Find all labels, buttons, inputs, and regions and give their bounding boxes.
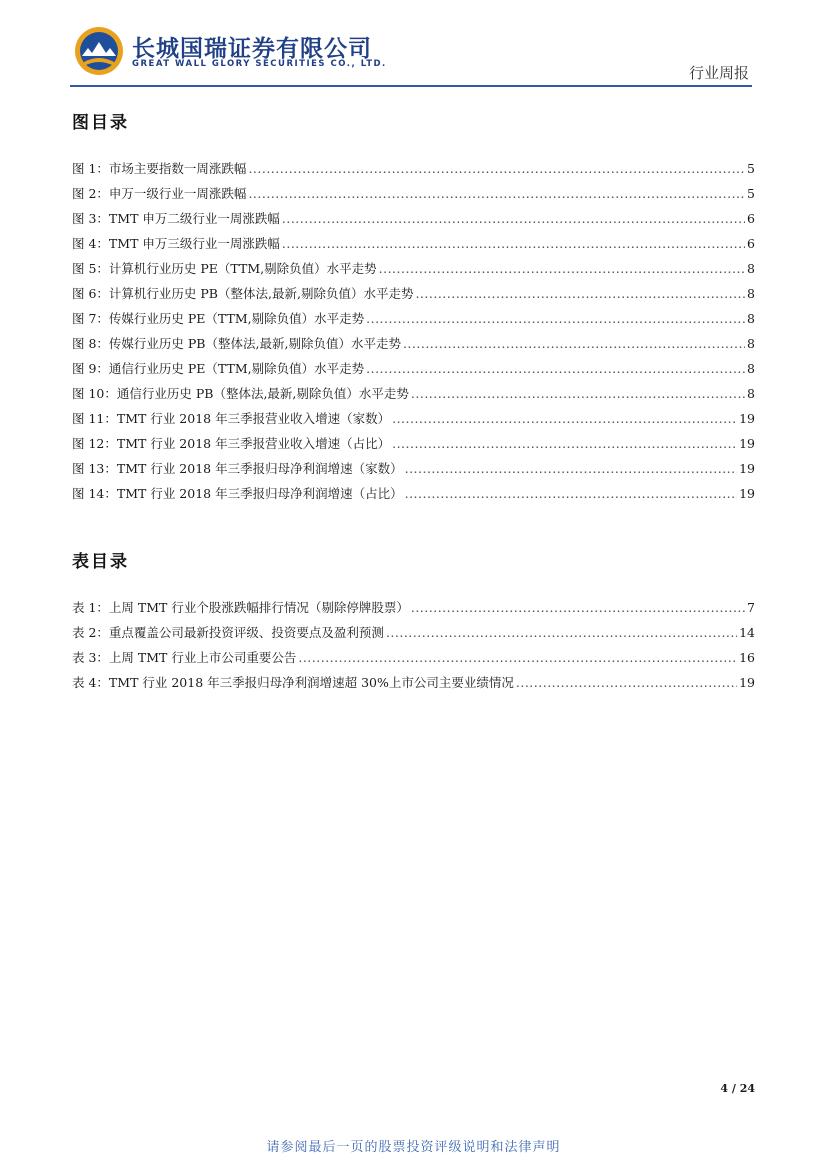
dot-leader [405, 461, 738, 476]
figure-toc-entry[interactable] [72, 301, 755, 326]
figure-toc-entry-page: 8 [747, 361, 755, 376]
figure-toc-entry-label: 图 10：通信行业历史 PB（整体法,最新,剔除负值）水平走势 [72, 386, 409, 401]
report-type: 行业周报 [688, 64, 749, 82]
table-toc-entry[interactable] [72, 590, 755, 615]
dot-leader [282, 236, 745, 251]
dot-leader [411, 386, 745, 401]
table-toc-entry-page: 14 [739, 625, 755, 640]
tables-toc-list [72, 590, 755, 690]
dot-leader [403, 336, 745, 351]
figure-toc-entry[interactable] [72, 376, 755, 401]
page-header [0, 0, 827, 100]
dot-leader [366, 311, 745, 326]
figure-toc-entry[interactable] [72, 476, 755, 501]
figure-toc-entry-page: 5 [747, 186, 755, 201]
figure-toc-entry-page: 8 [747, 261, 755, 276]
figure-toc-entry-label: 图 6：计算机行业历史 PB（整体法,最新,剔除负值）水平走势 [72, 286, 414, 301]
dot-leader [392, 436, 737, 451]
figures-section-title: 图目录 [72, 113, 129, 133]
figure-toc-entry[interactable] [72, 351, 755, 376]
figure-toc-entry-label: 图 2：申万一级行业一周涨跌幅 [72, 186, 247, 201]
dot-leader [516, 675, 737, 690]
figure-toc-entry-label: 图 1：市场主要指数一周涨跌幅 [72, 161, 247, 176]
dot-leader [379, 261, 745, 276]
footer-disclaimer: 请参阅最后一页的股票投资评级说明和法律声明 [266, 1140, 561, 1155]
figure-toc-entry[interactable] [72, 201, 755, 226]
table-toc-entry-page: 7 [747, 600, 755, 615]
figure-toc-entry[interactable] [72, 426, 755, 451]
figure-toc-entry[interactable] [72, 251, 755, 276]
dot-leader [248, 186, 745, 201]
table-toc-entry-page: 19 [739, 675, 755, 690]
figure-toc-entry-label: 图 3：TMT 申万二级行业一周涨跌幅 [72, 211, 280, 226]
figure-toc-entry[interactable] [72, 326, 755, 351]
company-name-en: GREAT WALL GLORY SECURITIES CO., LTD. [132, 59, 387, 69]
figure-toc-entry-label: 图 5：计算机行业历史 PE（TTM,剔除负值）水平走势 [72, 261, 377, 276]
header-divider [70, 85, 752, 87]
dot-leader [405, 486, 738, 501]
page-number: 4 / 24 [720, 1082, 755, 1095]
figure-toc-entry-page: 8 [747, 336, 755, 351]
tables-section-title: 表目录 [72, 552, 129, 572]
great-wall-glory-logo [74, 26, 124, 76]
dot-leader [392, 411, 737, 426]
figure-toc-entry-page: 19 [739, 411, 755, 426]
figure-toc-entry-label: 图 13：TMT 行业 2018 年三季报归母净利润增速（家数） [72, 461, 403, 476]
table-toc-entry-label: 表 2：重点覆盖公司最新投资评级、投资要点及盈利预测 [72, 625, 384, 640]
figure-toc-entry-page: 8 [747, 286, 755, 301]
figure-toc-entry[interactable] [72, 401, 755, 426]
table-toc-entry-page: 16 [739, 650, 755, 665]
figure-toc-entry-page: 5 [747, 161, 755, 176]
figure-toc-entry[interactable] [72, 176, 755, 201]
dot-leader [298, 650, 737, 665]
figure-toc-entry[interactable] [72, 276, 755, 301]
figure-toc-entry-page: 19 [739, 486, 755, 501]
figure-toc-entry-page: 19 [739, 461, 755, 476]
figure-toc-entry-label: 图 7：传媒行业历史 PE（TTM,剔除负值）水平走势 [72, 311, 365, 326]
dot-leader [386, 625, 737, 640]
figure-toc-entry-page: 8 [747, 311, 755, 326]
figure-toc-entry-label: 图 12：TMT 行业 2018 年三季报营业收入增速（占比） [72, 436, 391, 451]
figure-toc-entry[interactable] [72, 151, 755, 176]
table-toc-entry-label: 表 3：上周 TMT 行业上市公司重要公告 [72, 650, 297, 665]
figure-toc-entry-page: 6 [747, 211, 755, 226]
figure-toc-entry-page: 6 [747, 236, 755, 251]
table-toc-entry[interactable] [72, 615, 755, 640]
figure-toc-entry-page: 8 [747, 386, 755, 401]
company-name-cn: 长城国瑞证券有限公司 [132, 36, 372, 62]
dot-leader [248, 161, 745, 176]
dot-leader [282, 211, 745, 226]
figure-toc-entry-label: 图 8：传媒行业历史 PB（整体法,最新,剔除负值）水平走势 [72, 336, 401, 351]
figure-toc-entry-label: 图 4：TMT 申万三级行业一周涨跌幅 [72, 236, 280, 251]
dot-leader [366, 361, 745, 376]
figure-toc-entry-page: 19 [739, 436, 755, 451]
dot-leader [411, 600, 745, 615]
figure-toc-entry[interactable] [72, 226, 755, 251]
table-toc-entry[interactable] [72, 665, 755, 690]
dot-leader [415, 286, 745, 301]
figure-toc-entry-label: 图 9：通信行业历史 PE（TTM,剔除负值）水平走势 [72, 361, 365, 376]
figure-toc-entry-label: 图 14：TMT 行业 2018 年三季报归母净利润增速（占比） [72, 486, 403, 501]
figure-toc-entry-label: 图 11：TMT 行业 2018 年三季报营业收入增速（家数） [72, 411, 391, 426]
figures-toc-list [72, 151, 755, 501]
table-toc-entry-label: 表 1：上周 TMT 行业个股涨跌幅排行情况（剔除停牌股票） [72, 600, 409, 615]
table-toc-entry-label: 表 4：TMT 行业 2018 年三季报归母净利润增速超 30%上市公司主要业绩情况 [72, 675, 514, 690]
figure-toc-entry[interactable] [72, 451, 755, 476]
table-toc-entry[interactable] [72, 640, 755, 665]
